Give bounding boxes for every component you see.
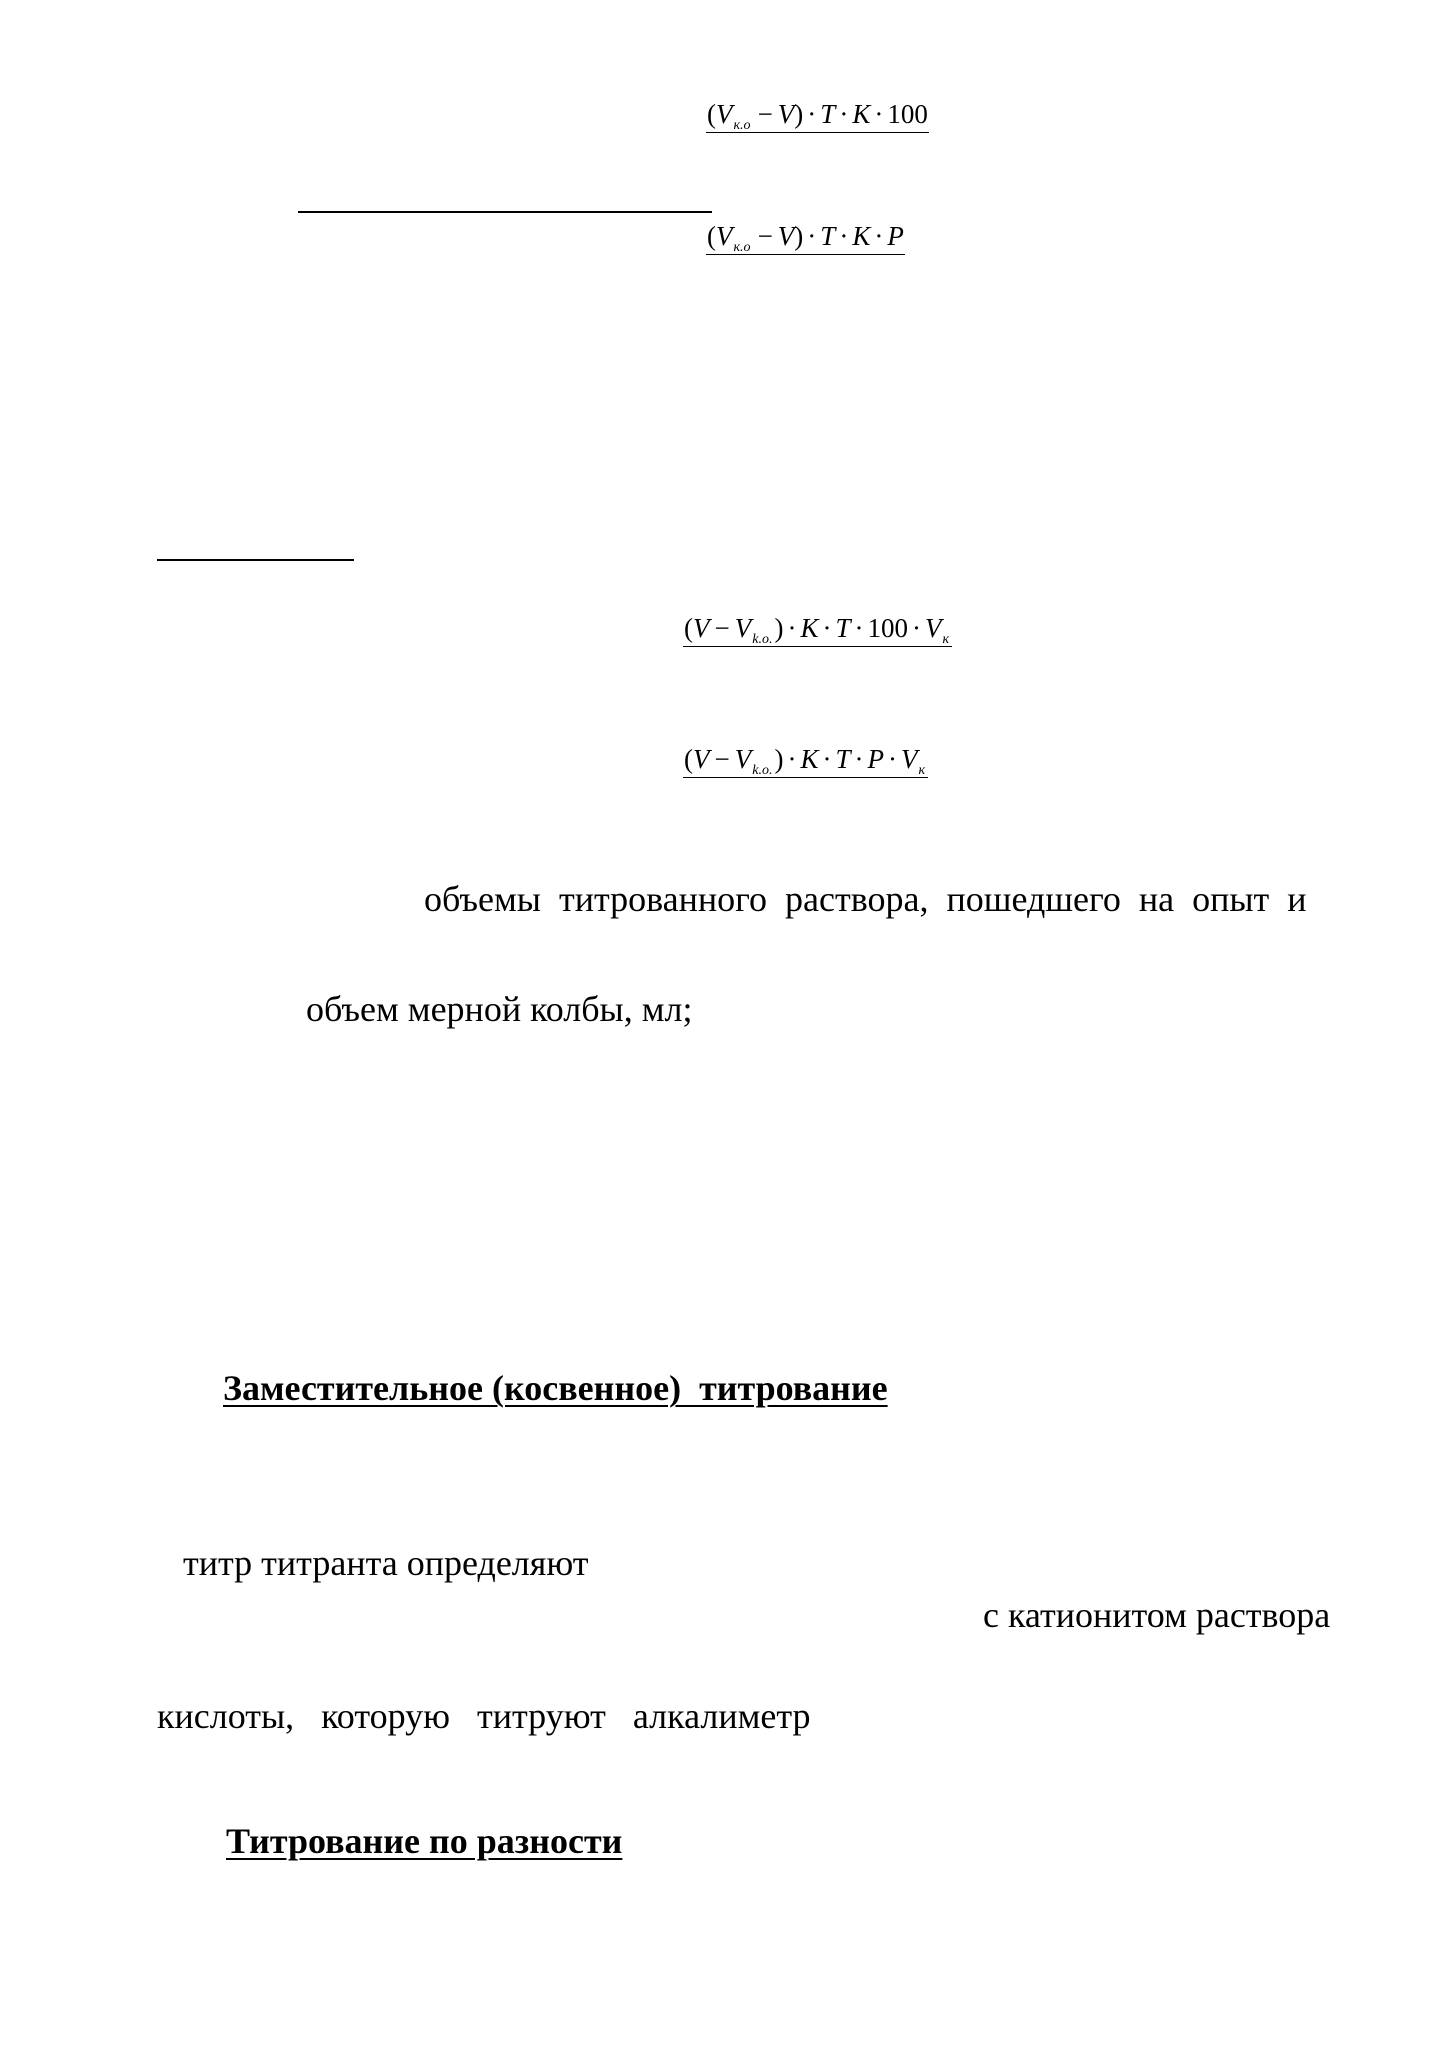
formula-var: V bbox=[716, 99, 733, 129]
fraction-rule-short bbox=[157, 559, 354, 561]
fraction-rule-long bbox=[298, 211, 712, 213]
formula-kro-minus-v-t-k-100: $(V_{к.о} - V) \cdot T \cdot K \cdot 100$ bbox=[707, 99, 928, 133]
heading-substitution-titration: Заместительное (косвенное) титрование bbox=[223, 1368, 888, 1408]
formula-kro-minus-v-t-k-p: $(V_{к.о} - V) \cdot T \cdot K \cdot P$ bbox=[707, 221, 904, 255]
formula-subscript: к bbox=[942, 632, 950, 647]
paragraph-flask-volume: объем мерной колбы, мл; bbox=[306, 989, 693, 1029]
paragraph-cation-exchanger: с катионитом раствора bbox=[983, 1595, 1331, 1635]
paragraph-titrant-titer: титр титранта определяют bbox=[183, 1543, 589, 1583]
formula-subscript: к.о bbox=[733, 118, 751, 133]
formula-subscript: k.o. bbox=[752, 632, 773, 647]
formula-subscript: k.o. bbox=[752, 763, 773, 778]
formula-v-minus-vko-k-t-p-vk: $(V - V_{k.o.}) \cdot K \cdot T \cdot P \cdot V_к$ bbox=[683, 744, 928, 778]
formula-subscript: к.о bbox=[733, 240, 751, 255]
formula-v-minus-vko-k-t-100-vk: $(V - V_{k.o.}) \cdot K \cdot T \cdot 100 \cdot V_к$ bbox=[683, 613, 952, 647]
paragraph-acid-alkalimeter: кислоты, которую титруют алкалиметр bbox=[157, 1696, 811, 1736]
formula-subscript: к bbox=[918, 763, 926, 778]
paragraph-volumes-line: объемы титрованного раствора, пошедшего на опыт и bbox=[424, 879, 1307, 919]
heading-difference-titration: Титрование по разности bbox=[226, 1821, 623, 1861]
